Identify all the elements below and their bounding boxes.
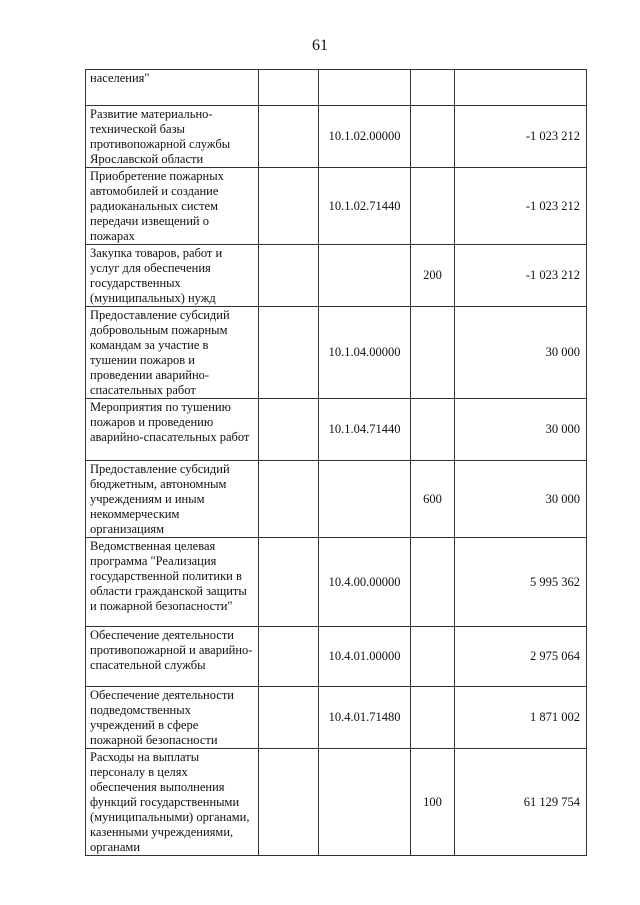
row-name: Ведомственная целевая программа "Реализация государственной политики в области гражданской защиты и пожарной безопасности" — [86, 538, 259, 627]
row-vr: 600 — [411, 461, 455, 538]
row-code: 10.1.04.00000 — [319, 307, 411, 399]
row-vr — [411, 70, 455, 106]
table-row — [86, 70, 587, 106]
page-number: 61 — [312, 37, 328, 54]
row-name: Расходы на выплаты персоналу в целях обеспечения выполнения функций государственными (муниципальными) органами, казенными учреждениями, органами — [86, 749, 259, 856]
row-code: 10.1.02.71440 — [319, 168, 411, 245]
table-row — [86, 399, 587, 461]
row-vr — [411, 399, 455, 461]
row-blank — [259, 245, 319, 307]
row-vr — [411, 687, 455, 749]
row-name: Мероприятия по тушению пожаров и проведению аварийно-спасательных работ — [86, 399, 259, 461]
row-amount: 30 000 — [455, 461, 587, 538]
row-vr: 200 — [411, 245, 455, 307]
row-blank — [259, 461, 319, 538]
row-name: Предоставление субсидий добровольным пожарным командам за участие в тушении пожаров и проведении аварийно-спасательных работ — [86, 307, 259, 399]
row-blank — [259, 168, 319, 245]
row-amount: 30 000 — [455, 307, 587, 399]
row-name: Предоставление субсидий бюджетным, автономным учреждениям и иным некоммерческим организациям — [86, 461, 259, 538]
row-amount: -1 023 212 — [455, 106, 587, 168]
row-code: 10.1.04.71440 — [319, 399, 411, 461]
row-amount: 2 975 064 — [455, 627, 587, 687]
row-amount: -1 023 212 — [455, 245, 587, 307]
row-amount: 61 129 754 — [455, 749, 587, 856]
row-name: Обеспечение деятельности противопожарной и аварийно-спасательной службы — [86, 627, 259, 687]
row-name: Приобретение пожарных автомобилей и создание радиоканальных систем передачи извещений о пожарах — [86, 168, 259, 245]
row-amount: -1 023 212 — [455, 168, 587, 245]
row-amount — [455, 70, 587, 106]
row-blank — [259, 307, 319, 399]
table-row — [86, 749, 587, 856]
row-amount: 1 871 002 — [455, 687, 587, 749]
row-blank — [259, 70, 319, 106]
row-vr — [411, 168, 455, 245]
row-blank — [259, 687, 319, 749]
table-row — [86, 687, 587, 749]
table-row — [86, 168, 587, 245]
row-blank — [259, 749, 319, 856]
row-code — [319, 749, 411, 856]
row-blank — [259, 627, 319, 687]
table-row — [86, 627, 587, 687]
row-name: населения" — [86, 70, 259, 106]
row-code: 10.4.01.71480 — [319, 687, 411, 749]
table-row — [86, 538, 587, 627]
row-name: Закупка товаров, работ и услуг для обеспечения государственных (муниципальных) нужд — [86, 245, 259, 307]
row-code: 10.1.02.00000 — [319, 106, 411, 168]
row-vr — [411, 106, 455, 168]
row-code: 10.4.00.00000 — [319, 538, 411, 627]
row-code — [319, 461, 411, 538]
row-amount: 30 000 — [455, 399, 587, 461]
row-blank — [259, 106, 319, 168]
row-vr — [411, 307, 455, 399]
row-blank — [259, 538, 319, 627]
row-blank — [259, 399, 319, 461]
row-vr: 100 — [411, 749, 455, 856]
table-row — [86, 307, 587, 399]
row-code: 10.4.01.00000 — [319, 627, 411, 687]
table-row — [86, 245, 587, 307]
row-code — [319, 70, 411, 106]
table-row — [86, 461, 587, 538]
row-vr — [411, 538, 455, 627]
table-row — [86, 106, 587, 168]
row-name: Развитие материально-технической базы противопожарной службы Ярославской области — [86, 106, 259, 168]
budget-table — [85, 69, 587, 856]
row-code — [319, 245, 411, 307]
row-amount: 5 995 362 — [455, 538, 587, 627]
row-vr — [411, 627, 455, 687]
row-name: Обеспечение деятельности подведомственных учреждений в сфере пожарной безопасности — [86, 687, 259, 749]
